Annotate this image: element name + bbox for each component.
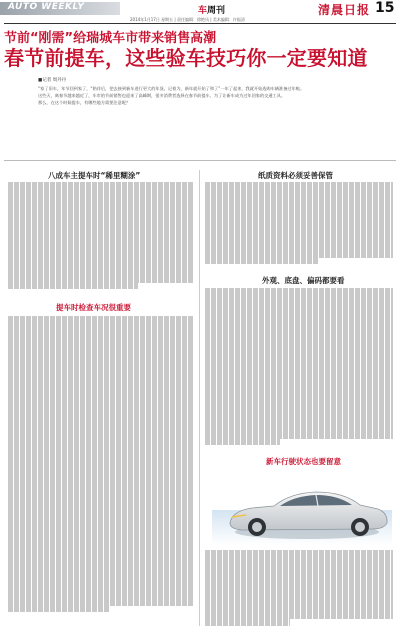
body-text-block [205, 550, 393, 630]
section-heading: 新车行驶状态也要留意 [266, 457, 341, 466]
body-text-block [8, 182, 194, 292]
text-line [8, 606, 110, 612]
page-header [0, 0, 400, 17]
page-number: 15 [375, 0, 395, 16]
section-title-char: 车 [198, 6, 208, 16]
section-title-rest: 周刊 [207, 6, 226, 16]
article-headline: 春节前提车，这些验车技巧你一定要知道 [4, 46, 368, 70]
text-line [8, 283, 138, 289]
body-text-block [205, 288, 393, 448]
section-heading: 八成车主提车时“稀里糊涂” [48, 171, 141, 180]
intro-line: 那么，在这个时候提车，有哪些地方需要注意呢？ [38, 100, 131, 105]
text-line [205, 619, 290, 625]
intro-text [38, 85, 366, 106]
car-illustration [212, 475, 392, 545]
section-heading: 外观、底盘、偏码都要看 [262, 276, 345, 285]
text-line [205, 439, 280, 445]
intro-line: “家了旧车，年节回到家了，“陪伴后，把去接到新车进行更大的年货。记着为，新年就开始了和了”一年了起来，我就开始选购车辆准备过年啦。 [38, 86, 305, 91]
brand-text: AUTO WEEKLY [8, 2, 85, 12]
body-text-block [8, 316, 194, 626]
column-divider [199, 170, 200, 626]
text-line [205, 258, 318, 264]
body-text-block [205, 182, 393, 272]
article-kicker: 节前“刚需”给瑞城车市带来销售高潮 [4, 31, 217, 46]
section-heading: 纸质资料必须妥善保管 [258, 171, 333, 180]
header-rule [4, 23, 396, 24]
intro-line: 这些天，离春节越来越近了，车市的节前销售也迎来了高峰期，很多消费者选择在春节前提车，为了让新车成为过年回家的交通工具。 [38, 93, 286, 98]
byline: ■记者 周丹丹 [38, 78, 67, 83]
issue-meta: 2014年1月17日 星期五 | 责任编辑：徐艳凤 | 美术编辑：许振清 [130, 17, 245, 22]
intro-divider [4, 160, 396, 161]
paper-logo: 清晨日报 [318, 3, 371, 17]
section-heading: 提车时检查车况很重要 [56, 303, 131, 312]
section-title [198, 3, 225, 16]
